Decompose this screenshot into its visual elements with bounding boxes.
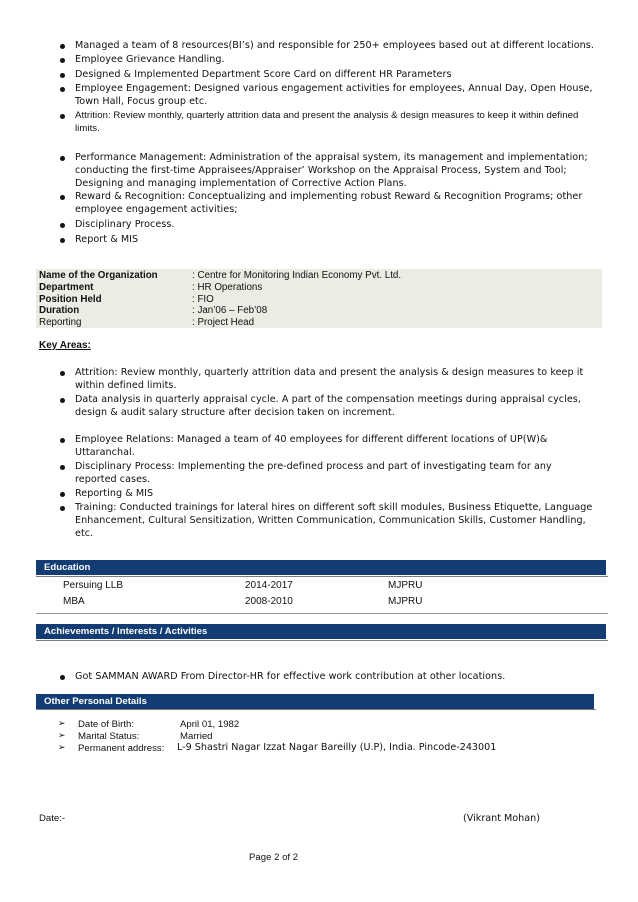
personal-label-dob: Date of Birth:	[78, 719, 134, 730]
org-label-department: Department	[39, 282, 94, 293]
personal-label-address: Permanent address:	[78, 743, 165, 754]
page-number: Page 2 of 2	[249, 852, 299, 863]
list-item: Employee Grievance Handling.	[75, 54, 595, 67]
education-degree: MBA	[63, 596, 85, 607]
list-item: Employee Engagement: Designed various engagement activities for employees, Annual Day, Open House, Town Hall, Focus group etc.	[75, 83, 595, 109]
list-item: Employee Relations: Managed a team of 40 employees for different different locations of UP(W)& Uttaranchal.	[75, 434, 595, 460]
list-item: Report & MIS	[75, 234, 595, 247]
section-divider	[36, 709, 596, 710]
list-item: Data analysis in quarterly appraisal cycle. A part of the compensation meetings during appraisal cycles, design & audit salary structure after decision taken on increment.	[75, 394, 595, 420]
org-label-duration: Duration	[39, 305, 80, 316]
list-item: Attrition: Review monthly, quarterly attrition data and present the analysis & design measures to keep it within defined limits.	[75, 110, 595, 136]
education-years: 2014-2017	[245, 580, 293, 591]
education-university: MJPRU	[388, 596, 423, 607]
org-label-position: Position Held	[39, 294, 102, 305]
section-divider	[36, 613, 608, 614]
list-item: Performance Management: Administration of the appraisal system, its management and implementation; conducting the first-time Appraisees/Appraiser’ Workshop on the Appraisal Process, System and Tool; Designing and managing implementation of Corrective Action Plans.	[75, 152, 595, 190]
list-item: Managed a team of 8 resources(BI’s) and responsible for 250+ employees based out at different locations.	[75, 40, 594, 51]
org-value-duration: : Jan’06 – Feb’08	[192, 305, 268, 316]
section-divider	[36, 640, 608, 641]
education-years: 2008-2010	[245, 596, 293, 607]
education-section-header: Education	[36, 560, 606, 575]
personal-value-marital: Married	[180, 731, 213, 742]
education-university: MJPRU	[388, 580, 423, 591]
org-value-position: : FIO	[192, 294, 214, 305]
personal-label-marital: Marital Status:	[78, 731, 140, 742]
org-value-name: : Centre for Monitoring Indian Economy Pvt. Ltd.	[192, 270, 402, 281]
list-item: Training: Conducted trainings for lateral hires on different soft skill modules, Business Etiquette, Language Enhancement, Cultural Sensitization, Written Communication, Communication Skills, Customer Handling, etc.	[75, 502, 595, 540]
list-item: Designed & Implemented Department Score Card on different HR Parameters	[75, 69, 595, 82]
key-areas-heading: Key Areas:	[39, 340, 91, 351]
arrow-bullet-icon: ➢	[58, 731, 66, 741]
org-label-name: Name of the Organization	[39, 270, 158, 281]
list-item: Disciplinary Process.	[75, 219, 595, 232]
personal-details-section-header: Other Personal Details	[36, 694, 594, 709]
arrow-bullet-icon: ➢	[58, 719, 66, 729]
personal-value-address: L-9 Shastri Nagar Izzat Nagar Bareilly (U.P), India. Pincode-243001	[177, 742, 497, 753]
date-label: Date:-	[39, 813, 66, 824]
list-item: Attrition: Review monthly, quarterly attrition data and present the analysis & design measures to keep it within defined limits.	[75, 367, 595, 393]
org-value-reporting: : Project Head	[192, 317, 255, 328]
achievements-section-header: Achievements / Interests / Activities	[36, 624, 606, 639]
list-item: Got SAMMAN AWARD From Director-HR for effective work contribution at other locations.	[75, 671, 595, 684]
list-item: Reporting & MIS	[75, 488, 595, 501]
personal-value-dob: April 01, 1982	[180, 719, 240, 730]
list-item: Reward & Recognition: Conceptualizing and implementing robust Reward & Recognition Programs; other employee engagement activities;	[75, 191, 595, 217]
education-degree: Persuing LLB	[63, 580, 124, 591]
list-item: Disciplinary Process: Implementing the pre-defined process and part of investigating team for any reported cases.	[75, 461, 595, 487]
org-value-department: : HR Operations	[192, 282, 263, 293]
arrow-bullet-icon: ➢	[58, 743, 66, 753]
section-divider	[36, 576, 608, 577]
org-label-reporting: Reporting	[39, 317, 82, 328]
signature-name: (Vikrant Mohan)	[463, 813, 540, 824]
